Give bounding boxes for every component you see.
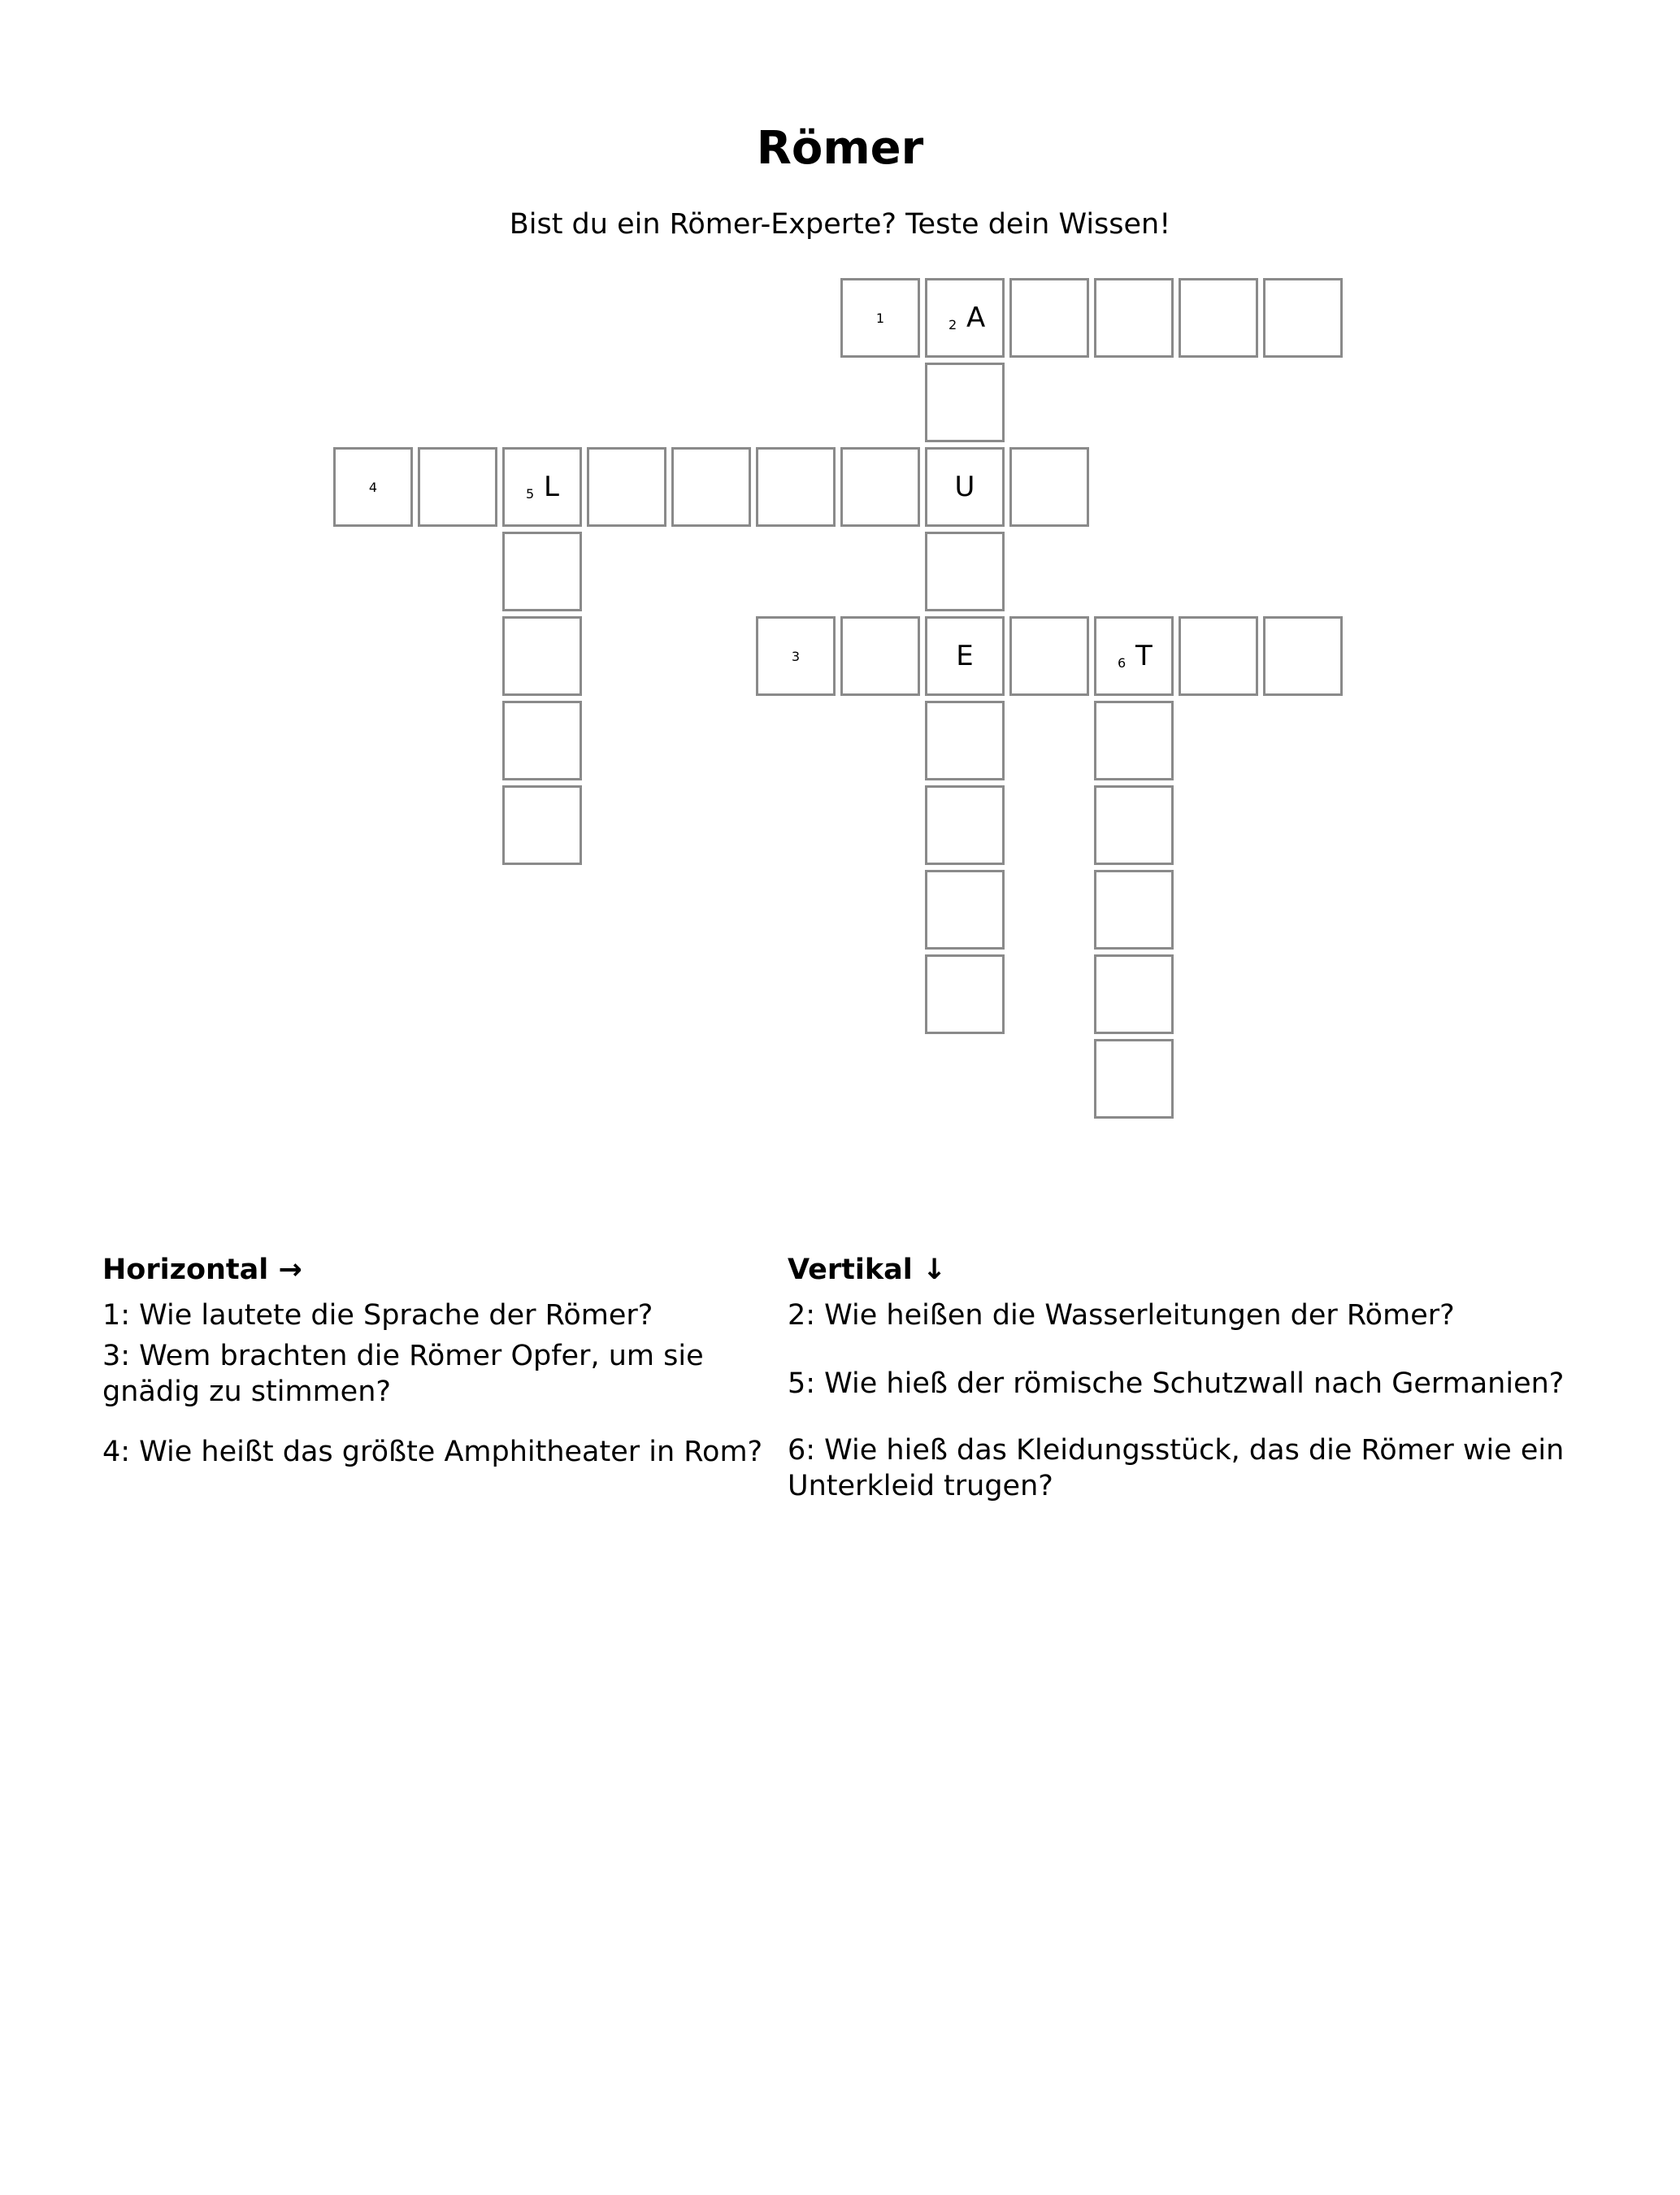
crossword-cell[interactable] <box>1094 278 1174 358</box>
crossword-cell[interactable] <box>502 701 582 780</box>
page-title: Römer <box>756 122 924 175</box>
cell-letter: L <box>544 471 559 503</box>
crossword-cell[interactable] <box>502 447 582 527</box>
crossword-cell[interactable] <box>925 278 1005 358</box>
cell-number: 4 <box>368 480 378 495</box>
cell-letter: E <box>956 640 974 672</box>
crossword-cell[interactable] <box>1179 278 1258 358</box>
crossword-cell[interactable] <box>925 447 1005 527</box>
cell-number: 3 <box>791 649 801 664</box>
crossword-cell[interactable] <box>418 447 497 527</box>
clues-vertical-heading: Vertikal ↓ <box>788 1254 947 1286</box>
clues-vertical <box>788 1252 1568 1504</box>
crossword-cell[interactable] <box>840 278 920 358</box>
crossword-cell[interactable] <box>1009 447 1089 527</box>
cell-letter: T <box>1135 640 1153 672</box>
page-subtitle: Bist du ein Römer-Experte? Teste dein Wissen! <box>509 208 1171 241</box>
cell-letter: U <box>954 471 975 503</box>
crossword-cell[interactable] <box>1179 616 1258 696</box>
crossword-cell[interactable] <box>925 701 1005 780</box>
clue-horizontal-3: 3: Wem brachten die Römer Opfer, um sie gnädig zu stimmen? <box>102 1340 704 1408</box>
clue-horizontal-4: 4: Wie heißt das größte Amphitheater in Rom? <box>102 1436 763 1468</box>
crossword-cell[interactable] <box>1094 954 1174 1034</box>
cell-number: 6 <box>1118 655 1127 671</box>
crossword-cell[interactable] <box>1009 278 1089 358</box>
crossword-cell[interactable] <box>840 447 920 527</box>
crossword-cell[interactable] <box>925 532 1005 611</box>
clues-horizontal <box>102 1252 769 1470</box>
crossword-cell[interactable] <box>1009 616 1089 696</box>
crossword-cell[interactable] <box>1094 616 1174 696</box>
crossword-cell[interactable] <box>840 616 920 696</box>
crossword-cell[interactable] <box>1094 785 1174 865</box>
crossword-cell[interactable] <box>925 616 1005 696</box>
crossword-cell[interactable] <box>502 785 582 865</box>
cell-number: 5 <box>526 486 535 502</box>
crossword-cell[interactable] <box>587 447 666 527</box>
clue-horizontal-1: 1: Wie lautete die Sprache der Römer? <box>102 1299 653 1332</box>
crossword-cell[interactable] <box>1094 701 1174 780</box>
crossword-cell[interactable] <box>925 363 1005 442</box>
crossword-cell[interactable] <box>502 532 582 611</box>
cell-number: 2 <box>949 317 957 333</box>
crossword-cell[interactable] <box>671 447 751 527</box>
crossword-cell[interactable] <box>756 447 836 527</box>
clue-vertical-2: 2: Wie heißen die Wasserleitungen der Römer? <box>788 1299 1455 1332</box>
crossword-cell[interactable] <box>1263 278 1343 358</box>
crossword-cell[interactable] <box>1263 616 1343 696</box>
cell-number: 1 <box>875 311 885 326</box>
crossword-cell[interactable] <box>925 785 1005 865</box>
crossword-cell[interactable] <box>756 616 836 696</box>
crossword-cell[interactable] <box>1094 870 1174 950</box>
clue-vertical-6: 6: Wie hieß das Kleidungsstück, das die Römer wie ein Unterkleid trugen? <box>788 1434 1565 1502</box>
crossword-cell[interactable] <box>1094 1039 1174 1119</box>
crossword-cell[interactable] <box>502 616 582 696</box>
crossword-cell[interactable] <box>925 954 1005 1034</box>
clues-horizontal-heading: Horizontal → <box>102 1254 302 1286</box>
crossword-cell[interactable] <box>333 447 413 527</box>
clue-vertical-5: 5: Wie hieß der römische Schutzwall nach Germanien? <box>788 1367 1565 1400</box>
crossword-cell[interactable] <box>925 870 1005 950</box>
cell-letter: A <box>966 302 986 334</box>
